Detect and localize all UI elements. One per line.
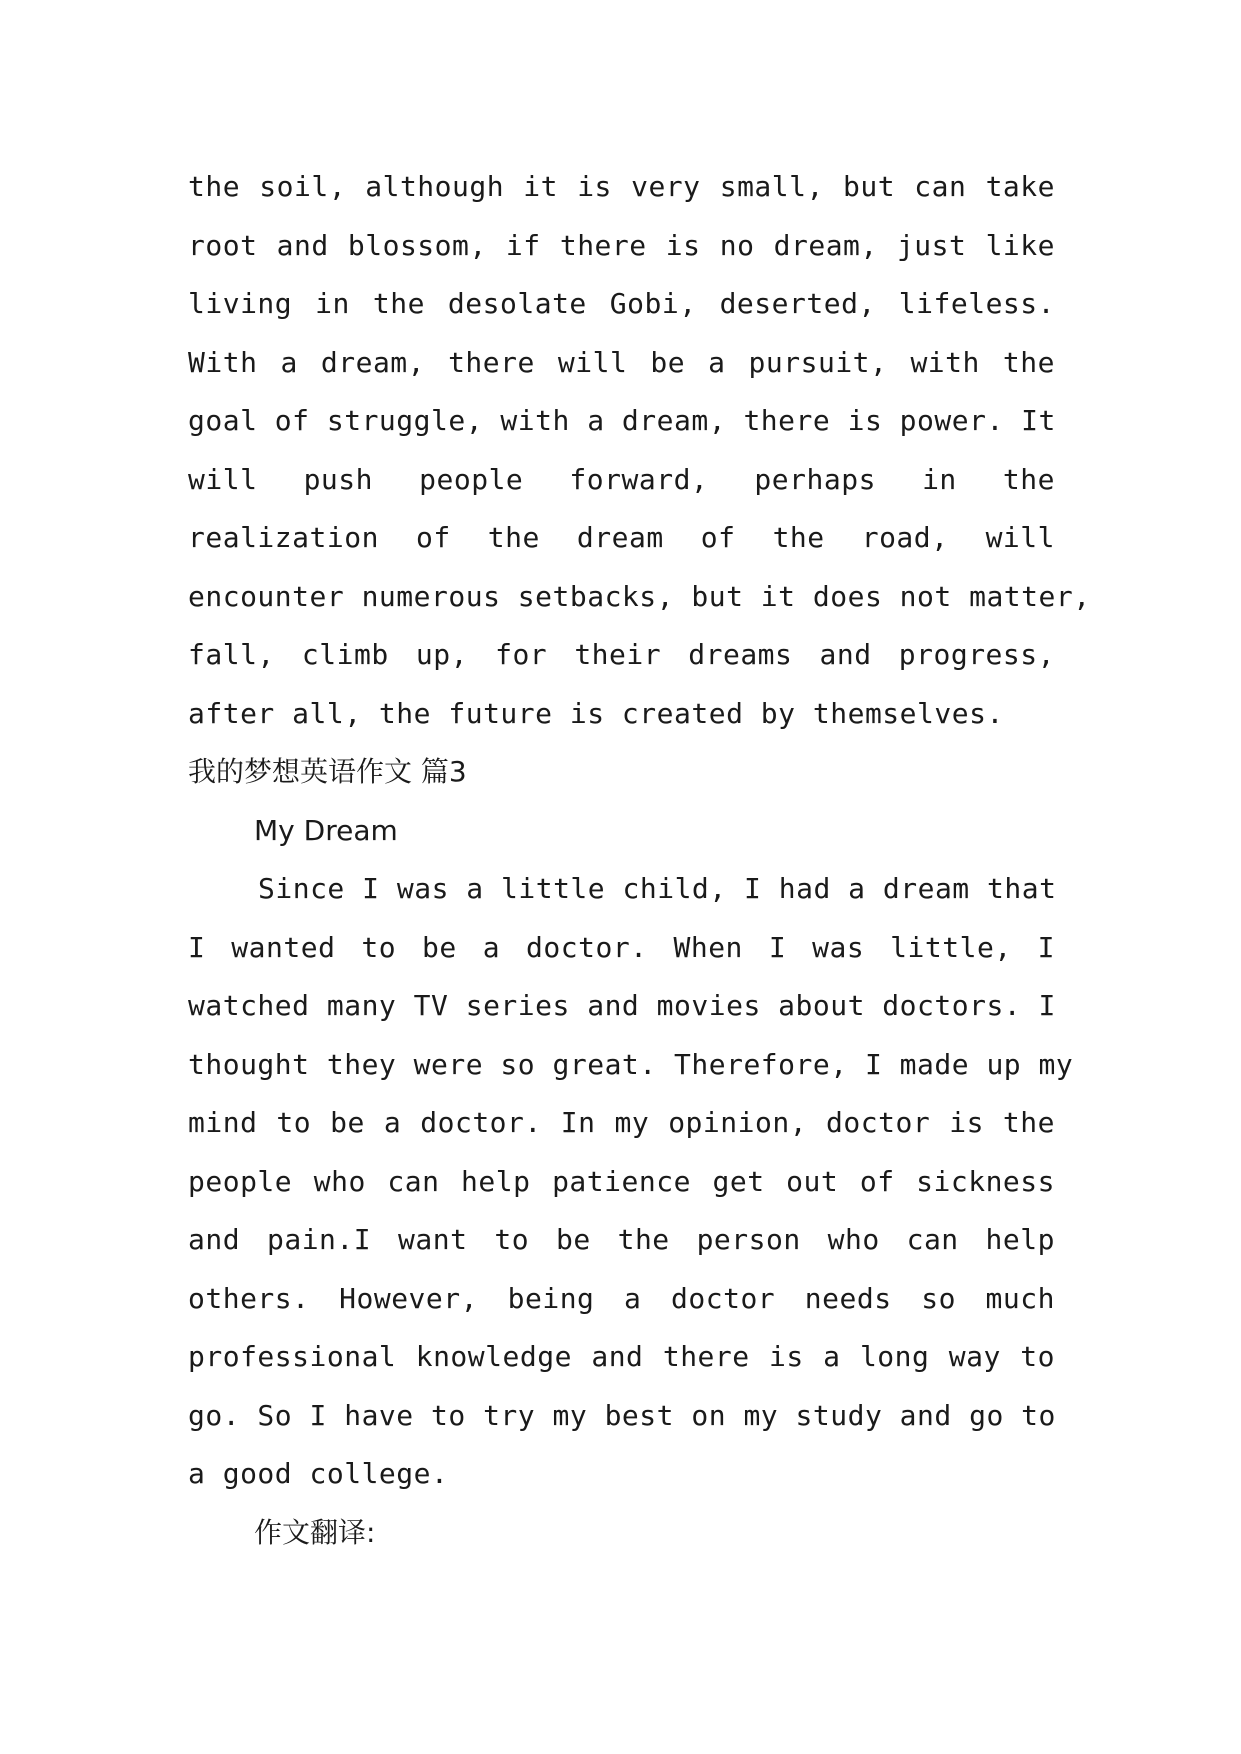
text-line: thought they were so great. Therefore, I made up my bbox=[188, 1047, 1074, 1081]
text-line: a good college. bbox=[188, 1457, 449, 1490]
text-line: after all, the future is created by themselves. bbox=[188, 696, 1004, 730]
text-line: realization of the dream of the road, will bbox=[188, 521, 1055, 554]
text-line: the soil, although it is very small, but can take bbox=[188, 170, 1055, 203]
text-line: watched many TV series and movies about doctors. I bbox=[188, 989, 1056, 1022]
section-heading: 我的梦想英语作文 篇3 bbox=[188, 755, 467, 788]
text-line: root and blossom, if there is no dream, just like bbox=[188, 228, 1055, 262]
text-line: fall, climb up, for their dreams and progress, bbox=[188, 638, 1055, 671]
translation-label: 作文翻译: bbox=[254, 1515, 376, 1549]
paragraph-continued bbox=[188, 158, 1091, 743]
text-line: I wanted to be a doctor. When I was little, I bbox=[188, 930, 1055, 964]
text-line: mind to be a doctor. In my opinion, doctor is the bbox=[188, 1106, 1055, 1139]
text-line: goal of struggle, with a dream, there is power. It bbox=[188, 404, 1056, 437]
document-page bbox=[188, 158, 1091, 1562]
text-line: living in the desolate Gobi, deserted, lifeless. bbox=[188, 287, 1055, 320]
text-line: others. However, being a doctor needs so much bbox=[188, 1281, 1055, 1315]
text-line: professional knowledge and there is a long way to bbox=[188, 1340, 1055, 1373]
text-line: go. So I have to try my best on my study and go to bbox=[188, 1398, 1056, 1432]
text-line: encounter numerous setbacks, but it does not matter, bbox=[188, 579, 1091, 613]
text-line: With a dream, there will be a pursuit, with the bbox=[188, 345, 1055, 379]
text-line: and pain.I want to be the person who can help bbox=[188, 1223, 1055, 1256]
text-line: Since I was a little child, I had a dream that bbox=[258, 872, 1057, 905]
essay-paragraph bbox=[188, 860, 1074, 1504]
essay-title: My Dream bbox=[254, 813, 398, 847]
text-line: people who can help patience get out of sickness bbox=[188, 1164, 1055, 1198]
text-line: will push people forward, perhaps in the bbox=[188, 462, 1055, 496]
